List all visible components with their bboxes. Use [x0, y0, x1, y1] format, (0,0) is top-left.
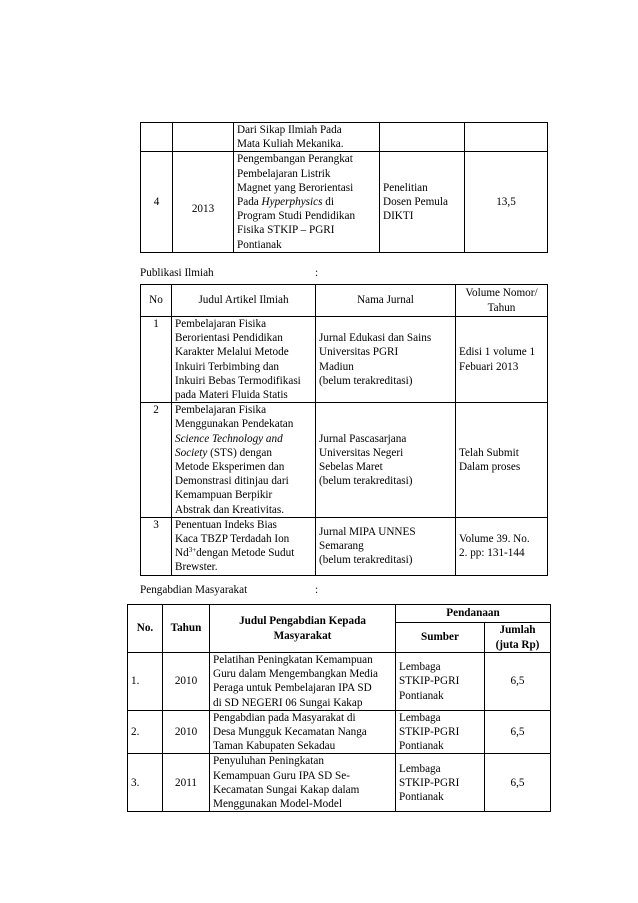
publikasi-colon: : — [315, 267, 319, 279]
row-number: 3 — [141, 517, 172, 575]
article-title-cell: Pembelajaran Fisika Berorientasi Pendidikan Karakter Melalui Metode Inkuiri Terbimbing dan Inkuiri Bebas Termodifikasi pada Materi Fluida Statis — [172, 317, 316, 403]
research-title-cell: Pengembangan Perangkat Pembelajaran Listrik Magnet yang Berorientasi Pada Hyperphysics di Program Studi Pendidikan Fisika STKIP – PGRI Pontianak — [234, 152, 380, 252]
table-row — [141, 123, 548, 152]
journal-name-cell: Jurnal Pascasarjana Universitas Negeri Sebelas Maret (belum terakreditasi) — [316, 403, 456, 518]
col-header-no: No — [141, 285, 172, 317]
col-header-source: Sumber — [396, 623, 485, 653]
journal-name-cell: Jurnal Edukasi dan Sains Universitas PGRI Madiun (belum terakreditasi) — [316, 317, 456, 403]
table-header-row — [128, 605, 551, 623]
row-year: 2013 — [173, 152, 234, 252]
volume-cell: Volume 39. No. 2. pp: 131-144 — [456, 517, 548, 575]
table-row — [128, 710, 551, 754]
table-row — [141, 517, 548, 575]
col-header-funding: Pendanaan — [396, 605, 551, 623]
table-header-row — [141, 285, 548, 317]
col-header-title: Judul Artikel Ilmiah — [172, 285, 316, 317]
funding-amount-cell: 6,5 — [485, 754, 551, 812]
row-number: 3. — [128, 754, 163, 812]
table-row — [141, 317, 548, 403]
table-row — [141, 403, 548, 518]
service-title-cell: Penyuluhan Peningkatan Kemampuan Guru IPA SD Se- Kecamatan Sungai Kakap dalam Menggunakan Model-Model — [210, 754, 396, 812]
volume-cell: Edisi 1 volume 1 Febuari 2013 — [456, 317, 548, 403]
research-table — [140, 122, 548, 253]
col-header-journal: Nama Jurnal — [316, 285, 456, 317]
col-header-no: No. — [128, 605, 163, 653]
article-title-cell: Penentuan Indeks Bias Kaca TBZP Terdadah Ion $Nd^{3+}dengan$ Metode Sudut Brewster. — [172, 517, 316, 575]
funding-amount-cell: 13,5 — [465, 152, 548, 252]
col-header-amount: Jumlah (juta Rp) — [485, 623, 551, 653]
col-header-title: Judul Pengabdian Kepada Masyarakat — [210, 605, 396, 653]
funding-source-cell: Penelitian Dosen Pemula DIKTI — [380, 152, 465, 252]
col-header-year: Tahun — [163, 605, 210, 653]
funding-source-cell: Lembaga STKIP-PGRI Pontianak — [396, 710, 485, 754]
row-year: 2010 — [163, 653, 210, 711]
row-number: 4 — [141, 152, 173, 252]
funding-source-cell: Lembaga STKIP-PGRI Pontianak — [396, 653, 485, 711]
table-row — [141, 152, 548, 252]
row-year: 2010 — [163, 710, 210, 754]
row-number: 1. — [128, 653, 163, 711]
pengabdian-table — [127, 604, 551, 812]
publikasi-heading: Publikasi Ilmiah — [140, 267, 214, 279]
funding-amount-cell: 6,5 — [485, 710, 551, 754]
journal-name-cell: Jurnal MIPA UNNES Semarang (belum terakreditasi) — [316, 517, 456, 575]
row-number: 2. — [128, 710, 163, 754]
research-title-cell: Dari Sikap Ilmiah Pada Mata Kuliah Mekanika. — [234, 123, 380, 152]
service-title-cell: Pengabdian pada Masyarakat di Desa Mungguk Kecamatan Nanga Taman Kabupaten Sekadau — [210, 710, 396, 754]
article-title-cell: Pembelajaran Fisika Menggunakan Pendekatan Science Technology and Society (STS) dengan Metode Eksperimen dan Demonstrasi ditinjau dari Kemampuan Berpikir Abstrak dan Kreativitas. — [172, 403, 316, 518]
volume-cell: Telah Submit Dalam proses — [456, 403, 548, 518]
row-number: 2 — [141, 403, 172, 518]
table-row — [128, 653, 551, 711]
pengabdian-heading: Pengabdian Masyarakat — [140, 584, 248, 596]
pengabdian-colon: : — [315, 584, 319, 596]
row-year: 2011 — [163, 754, 210, 812]
publikasi-table — [140, 284, 548, 576]
table-row — [128, 754, 551, 812]
col-header-volume: Volume Nomor/ Tahun — [456, 285, 548, 317]
service-title-cell: Pelatihan Peningkatan Kemampuan Guru dalam Mengembangkan Media Peraga untuk Pembelajaran IPA SD di SD NEGERI 06 Sungai Kakap — [210, 653, 396, 711]
funding-source-cell: Lembaga STKIP-PGRI Pontianak — [396, 754, 485, 812]
row-number: 1 — [141, 317, 172, 403]
funding-amount-cell: 6,5 — [485, 653, 551, 711]
